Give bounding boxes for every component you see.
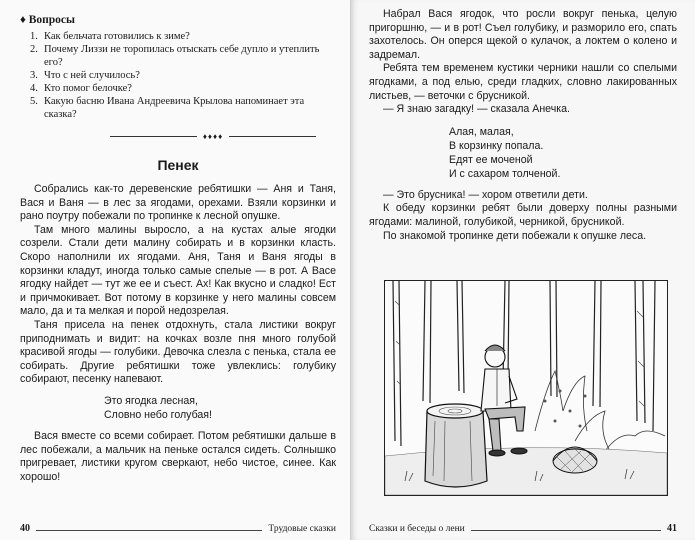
question-text: Что с ней случилось? [44, 70, 140, 81]
paragraph: К обеду корзинки ребят были доверху полны разными ягодами: малиной, голубикой, черникой, брусникой. [369, 202, 677, 228]
illustration-drawing [385, 281, 667, 495]
verse-line: В корзинку попала. [449, 139, 544, 152]
question-number: 3. [30, 70, 38, 81]
paragraph: — Это брусника! — хором ответили дети. [383, 188, 588, 201]
paragraph: Вася вместе со всеми собирает. Потом ребятишки дальше в лес побежали, а мальчик на пеньке остался сидеть. Солнышко пригревает, листики кругом сверкают, небо чистое, синее. Как хорошо! [20, 430, 336, 483]
verse-line: И с сахаром толченой. [449, 167, 561, 180]
question-item [30, 30, 336, 43]
paragraph: — Я знаю загадку! — сказала Анечка. [383, 103, 570, 116]
questions-heading: ♦ Вопросы [20, 14, 76, 26]
question-item [30, 69, 336, 82]
ornament-line [110, 136, 197, 137]
question-item [30, 82, 336, 95]
footer-rule [471, 530, 661, 531]
question-text: Какую басню Ивана Андреевича Крылова напоминает эта сказка? [44, 96, 305, 120]
riddle-verse [449, 125, 677, 181]
right-footer [369, 523, 677, 534]
question-text: Почему Лиззи не торопилась отыскать себе дупло и утеплить его? [44, 44, 320, 68]
paragraph: Там много малины выросло, а на кустах алые ягодки созрели. Стали дети малину собирать и в корзинки класть. Скоро наполнили их ягодами. Аня, Таня и Ваня ягоды в корзинки кладут, иногда только самые спелые — в рот. А Васе ягодку найдет — тут же ее и съест. Ах! Как вкусно и сладко! Ест и причмокивает. Вот потому в корзинке у него малины совсем мало, да и та мелкая и порой недозрелая. [20, 223, 336, 318]
running-title: Сказки и беседы о лени [369, 524, 465, 534]
questions-list [20, 30, 336, 121]
story-text-right-continued [369, 189, 677, 243]
question-number: 4. [30, 83, 38, 94]
question-text: Кто помог белочке? [44, 83, 132, 94]
verse-line: Это ягодка лесная, [104, 394, 198, 407]
question-text: Как бельчата готовились к зиме? [44, 31, 190, 42]
tree-stump [425, 404, 487, 487]
question-item [30, 43, 336, 69]
story-text-right [369, 8, 677, 117]
section-ornament [110, 131, 316, 141]
paragraph: Ребята тем временем кустики черники нашли со спелыми ягодками, а под елью, среди гладких, словно лакированных листьев, — веточки с брусникой. [369, 62, 677, 102]
verse-line: Едят ее моченой [449, 153, 533, 166]
running-title: Трудовые сказки [268, 524, 336, 534]
page-number: 40 [20, 523, 30, 534]
ornament-line [229, 136, 316, 137]
left-footer [20, 523, 336, 534]
verse-line: Словно небо голубая! [104, 408, 212, 421]
question-number: 2. [30, 44, 38, 55]
verse-left [104, 395, 336, 422]
story-text-left [20, 183, 336, 387]
verse-line: Алая, малая, [449, 125, 514, 138]
question-number: 1. [30, 31, 38, 42]
story-text-left-continued [20, 430, 336, 484]
ornament-diamonds: ♦♦♦♦ [202, 131, 224, 141]
paragraph: Таня присела на пенек отдохнуть, стала листики вокруг приподнимать и видит: на кочках возле пня много голубой красивой ягоды — голубики. Девочка слезла с пенька, стала ее собирать. Другие ребятишки тоже увлеклись: голубику собирают, песенку напевают. [20, 318, 336, 386]
story-title: Пенек [157, 157, 199, 173]
paragraph: Собрались как-то деревенские ребятишки — Аня и Таня, Вася и Ваня — в лес за ягодами, орехами. Взяли корзинки и рано поутру побежали по тропинке к лесной опушке. [20, 183, 336, 223]
footer-rule [36, 530, 262, 531]
question-number: 5. [30, 96, 38, 107]
paragraph: Набрал Вася ягодок, что росли вокруг пенька, целую пригоршню, — и в рот! Съел голубику, и разморило его, спать захотелось. Он оперся щекой о кулачок, а локтем о колено и задремал. [369, 8, 677, 61]
page-number: 41 [667, 523, 677, 534]
paragraph: По знакомой тропинке дети побежали к опушке леса. [383, 229, 647, 242]
forest-illustration [384, 280, 668, 496]
question-item [30, 95, 336, 121]
